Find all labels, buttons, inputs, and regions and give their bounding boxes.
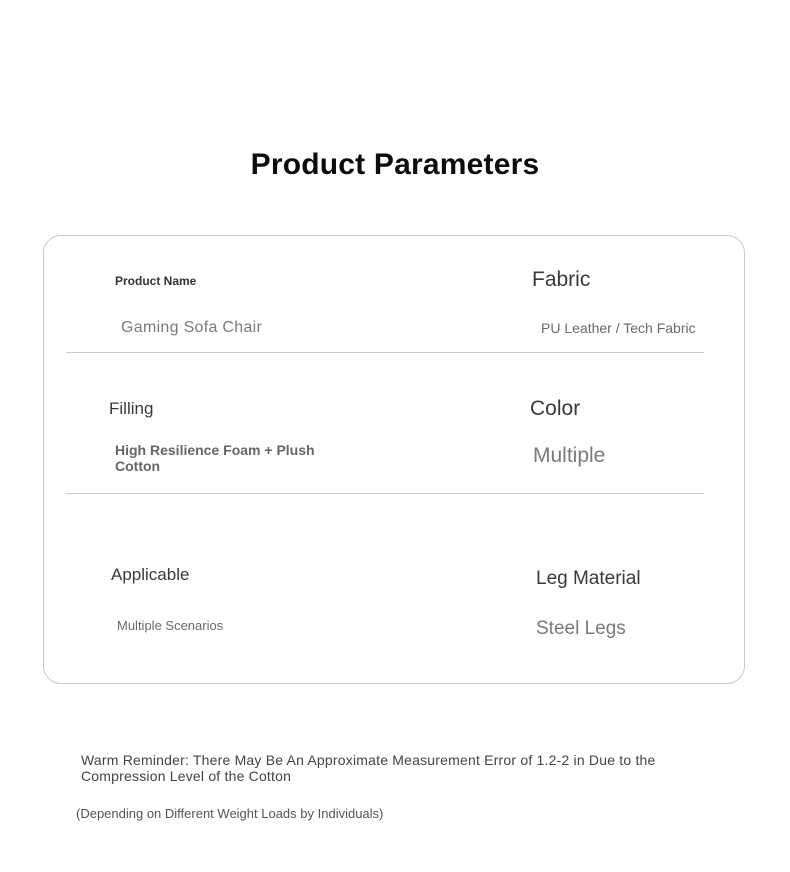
color-value: Multiple [533,444,606,467]
leg-material-label: Leg Material [536,568,641,589]
warm-reminder-line1: Warm Reminder: There May Be An Approximate Measurement Error of 1.2-2 in Due to the [81,752,656,768]
fabric-value: PU Leather / Tech Fabric [541,320,696,336]
leg-material-value: Steel Legs [536,618,626,639]
fabric-label: Fabric [532,268,591,291]
row-divider [66,493,704,494]
product-name-label: Product Name [115,274,197,288]
applicable-value: Multiple Scenarios [117,618,224,633]
filling-label: Filling [109,399,154,418]
color-label: Color [530,397,581,420]
applicable-label: Applicable [111,565,190,584]
row-divider [66,352,704,353]
product-name-value: Gaming Sofa Chair [121,319,263,336]
warm-reminder-line2: Compression Level of the Cotton [81,768,292,784]
filling-value-line2: Cotton [115,458,161,474]
page-title: Product Parameters [250,148,540,181]
filling-value-line1: High Resilience Foam + Plush [115,442,315,458]
warm-reminder [81,752,701,784]
filling-value [115,442,315,474]
weight-note: (Depending on Different Weight Loads by Individuals) [76,806,384,821]
